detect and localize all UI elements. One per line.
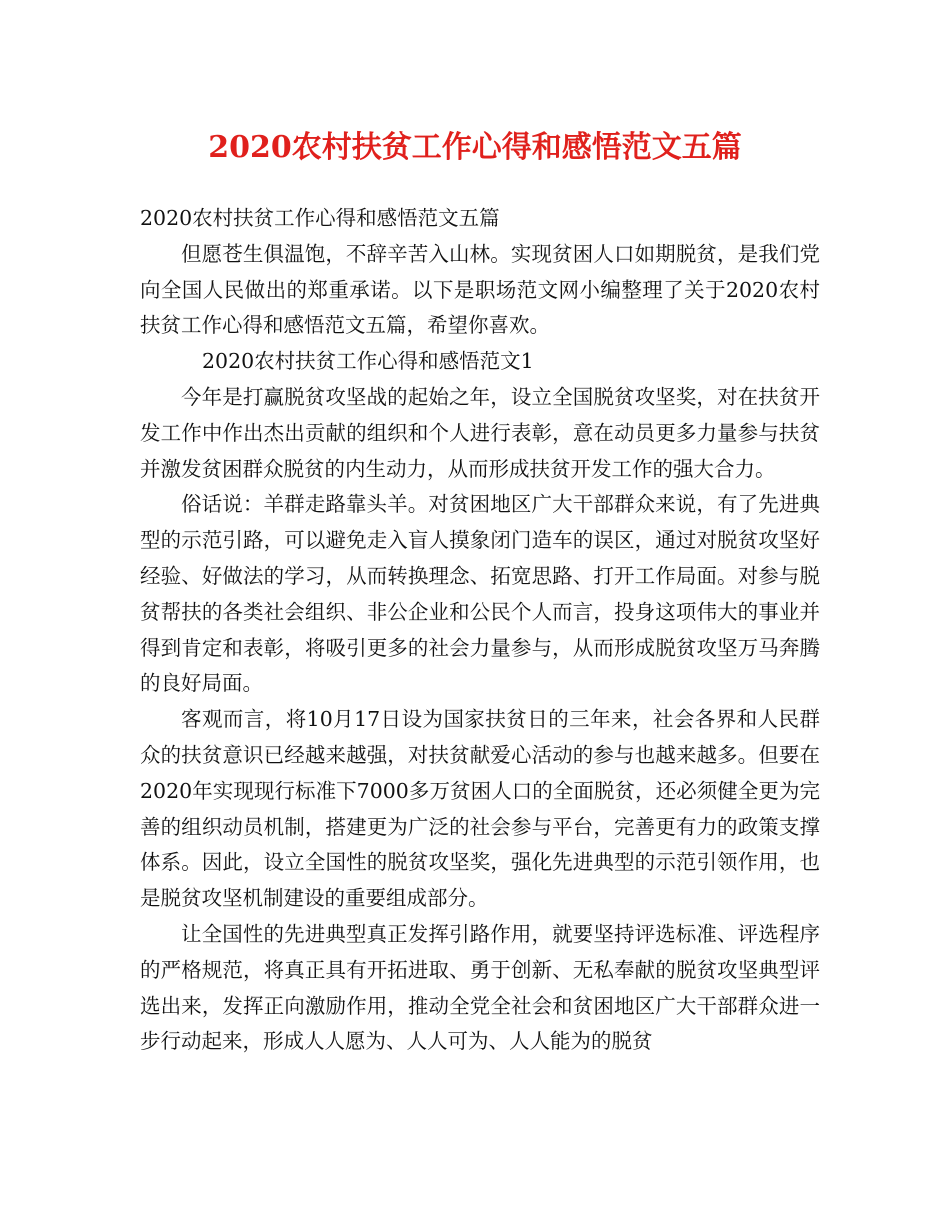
section-heading: 2020农村扶贫工作心得和感悟范文1 xyxy=(202,349,534,374)
document-title: 2020农村扶贫工作心得和感悟范文五篇 xyxy=(208,130,742,165)
body-paragraph: 客观而言，将10月17日设为国家扶贫日的三年来，社会各界和人民群众的扶贫意识已经越来越强，对扶贫献爱心活动的参与也越来越多。但要在2020年实现现行标准下7000多万贫困人口的全面脱贫，还必须健全更为完善的组织动员机制，搭建更为广泛的社会参与平台，完善更有力的政策支撑体系。因此，设立全国性的脱贫攻坚奖，强化先进典型的示范引领作用，也是脱贫攻坚机制建设的重要组成部分。 xyxy=(140,707,820,911)
body-paragraph: 让全国性的先进典型真正发挥引路作用，就要坚持评选标准、评选程序的严格规范，将真正具有开拓进取、勇于创新、无私奉献的脱贫攻坚典型评选出来，发挥正向激励作用，推动全党全社会和贫困地区广大干部群众进一步行动起来，形成人人愿为、人人可为、人人能为的脱贫 xyxy=(140,921,820,1054)
body-paragraph: 俗话说：羊群走路靠头羊。对贫困地区广大干部群众来说，有了先进典型的示范引路，可以避免走入盲人摸象闭门造车的误区，通过对脱贫攻坚好经验、好做法的学习，从而转换理念、拓宽思路、打开工作局面。对参与脱贫帮扶的各类社会组织、非公企业和公民个人而言，投身这项伟大的事业并得到肯定和表彰，将吸引更多的社会力量参与，从而形成脱贫攻坚万马奔腾的良好局面。 xyxy=(140,492,820,696)
subtitle-paragraph: 2020农村扶贫工作心得和感悟范文五篇 xyxy=(140,206,500,230)
intro-paragraph: 但愿苍生俱温饱，不辞辛苦入山林。实现贫困人口如期脱贫，是我们党向全国人民做出的郑重承诺。以下是职场范文网小编整理了关于2020农村扶贫工作心得和感悟范文五篇，希望你喜欢。 xyxy=(140,241,820,338)
document-body xyxy=(140,201,820,1060)
body-paragraph: 今年是打赢脱贫攻坚战的起始之年，设立全国脱贫攻坚奖，对在扶贫开发工作中作出杰出贡献的组织和个人进行表彰，意在动员更多力量参与扶贫并激发贫困群众脱贫的内生动力，从而形成扶贫开发工作的强大合力。 xyxy=(140,384,820,481)
